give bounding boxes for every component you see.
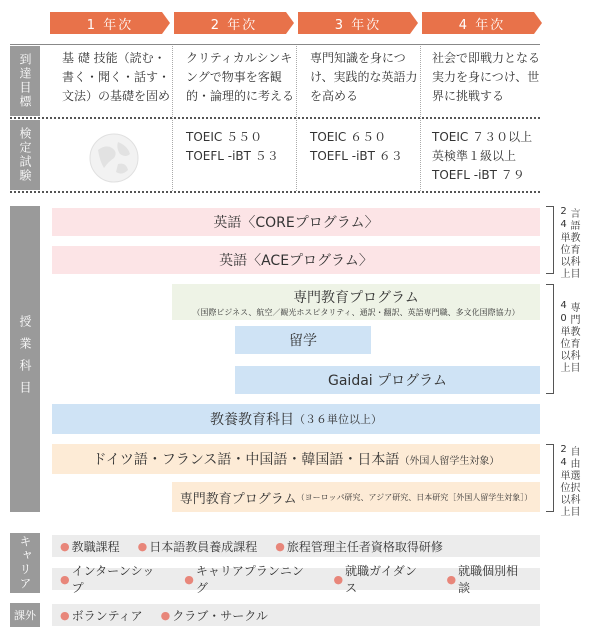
side-label-tests: 検定試験 <box>10 120 40 190</box>
bracket-language-label: 24単位以上言語教育科目 <box>558 206 579 280</box>
study-abroad-bar: 留学 <box>235 326 371 354</box>
list-item: ● キャリアプランニング <box>184 564 304 595</box>
year-2-header: 2 年次 <box>174 12 294 34</box>
specialized-program-bar <box>172 284 540 320</box>
list-item: ● クラブ・サークル <box>160 608 268 623</box>
list-item: ● ボランティア <box>60 608 143 623</box>
extra-row <box>52 604 540 626</box>
bullet-icon: ● <box>446 572 457 586</box>
list-item: ● 旅程管理主任者資格取得研修 <box>275 539 443 554</box>
top-rule <box>10 44 540 45</box>
specialized-title: 専門教育プログラム <box>293 289 419 306</box>
bullet-icon: ● <box>184 572 194 586</box>
bullet-icon: ● <box>137 539 148 553</box>
list-item: ● インターンシップ <box>60 564 155 595</box>
globe-icon <box>88 132 140 184</box>
year-4-header: 4 年次 <box>422 12 542 34</box>
career-row-1 <box>52 535 540 557</box>
liberal-arts-bar: 教養教育科目 （３６単位以上） <box>52 404 540 434</box>
side-label-career: キャリア <box>10 533 40 593</box>
english-core-bar: 英語〈COREプログラム〉 <box>52 208 540 236</box>
goal-year-4: 社会で即戦力となる実力を身につけ、世界に挑戦する <box>432 51 541 103</box>
column-divider <box>296 46 297 191</box>
list-item: ● 教職課程 <box>60 539 120 554</box>
gaidai-program-bar: Gaidai プログラム <box>235 366 540 394</box>
bracket-specialized <box>546 284 554 394</box>
bullet-icon: ● <box>60 539 70 553</box>
english-ace-bar: 英語〈ACEプログラム〉 <box>52 246 540 274</box>
dotted-divider-bottom <box>10 191 540 193</box>
test-year-4: TOEIC ７３０以上 英検準１級以上 TOEFL -iBT ７９ <box>432 130 533 182</box>
bullet-icon: ● <box>275 539 285 553</box>
goal-year-2: クリティカルシンキングで物事を客観的・論理的に考える <box>186 51 295 103</box>
goal-year-1: 基 礎 技能（読む・書く・聞く・話す・文法）の基礎を固め <box>62 51 171 103</box>
bracket-free <box>546 444 554 512</box>
foreign-languages-bar: ドイツ語・フランス語・中国語・韓国語・日本語 （外国人留学生対象） <box>52 444 540 474</box>
bracket-specialized-label: 40単位以上専門教育科目 <box>558 300 579 374</box>
bullet-icon: ● <box>160 608 171 622</box>
list-item: ● 就職個別相談 <box>446 564 519 595</box>
side-label-courses: 授業科目 <box>10 206 40 512</box>
test-year-3: TOEIC ６５０ TOEFL -iBT ６３ <box>310 130 403 163</box>
year-3-header: 3 年次 <box>298 12 418 34</box>
bracket-language <box>546 206 554 274</box>
side-label-extra: 課外 <box>10 603 40 627</box>
column-divider <box>172 46 173 191</box>
career-row-2 <box>52 564 540 595</box>
dotted-divider <box>10 117 540 119</box>
bullet-icon: ● <box>333 572 344 586</box>
test-year-2: TOEIC ５５０ TOEFL -iBT ５３ <box>186 130 279 163</box>
year-1-header: 1 年次 <box>50 12 170 34</box>
list-item: ● 就職ガイダンス <box>333 564 417 595</box>
goal-year-3: 専門知識を身につけ、実践的な英語力を高める <box>310 51 418 103</box>
specialized-subtitle: （国際ビジネス、航空／観光ホスピタリティ、通訳・翻訳、英語専門職、多文化国際協力） <box>192 307 520 317</box>
side-label-goals: 到達目標 <box>10 46 40 116</box>
bracket-free-label: 24単位以上自由選択科目 <box>558 444 579 518</box>
specialized-program-2-bar: 専門教育プログラム （ヨーロッパ研究、アジア研究、日本研究［外国人留学生対象］） <box>172 482 540 512</box>
column-divider <box>420 46 421 191</box>
list-item: ● 日本語教員養成課程 <box>137 539 258 554</box>
bullet-icon: ● <box>60 572 70 586</box>
bullet-icon: ● <box>60 608 70 622</box>
